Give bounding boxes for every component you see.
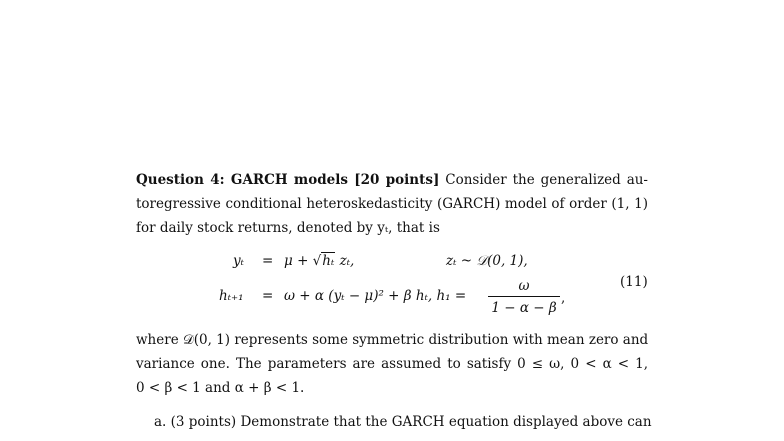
eq1-sqrt-arg: hₜ xyxy=(322,253,335,269)
eq1-rhs-z: zₜ, xyxy=(335,253,355,269)
eq1-rhs-mu: μ + xyxy=(284,253,313,269)
fraction-numerator: ω xyxy=(518,278,530,294)
conditions-line-1: where 𝒟(0, 1) represents some symmetric distribution with mean zero and xyxy=(136,332,649,348)
eq1-equals: = xyxy=(262,253,274,269)
eq1-lhs: yₜ xyxy=(233,253,244,269)
eq2-lhs: hₜ₊₁ xyxy=(219,288,244,304)
question-line-1 xyxy=(136,168,648,192)
eq2-trailing-comma: , xyxy=(561,290,566,306)
question-line-3: for daily stock returns, denoted by yₜ, that is xyxy=(136,220,440,236)
eq1-rhs xyxy=(284,253,354,269)
conditions-line-2: variance one. The parameters are assumed to satisfy 0 ≤ ω, 0 < α < 1, xyxy=(136,356,648,372)
conditions-paragraph xyxy=(136,328,648,400)
eq1-distribution: zₜ ~ 𝒟(0, 1), xyxy=(446,253,528,269)
fraction-bar xyxy=(488,296,560,297)
fraction-denominator: 1 − α − β xyxy=(491,300,557,316)
conditions-line-3: 0 < β < 1 and α + β < 1. xyxy=(136,380,305,396)
item-a: a. (3 points) Demonstrate that the GARCH equation displayed above can xyxy=(154,414,652,430)
eq2-rhs: ω + α (yₜ − μ)² + β hₜ, h₁ = xyxy=(284,288,467,304)
equation-number: (11) xyxy=(620,274,648,290)
sqrt-symbol: √hₜ xyxy=(312,253,335,269)
question-paragraph xyxy=(136,168,648,240)
question-heading: Question 4: GARCH models [20 points] xyxy=(136,172,440,188)
eq2-equals: = xyxy=(262,288,274,304)
question-intro-text: Consider the generalized au- xyxy=(445,172,648,188)
eq2-fraction xyxy=(488,277,560,317)
question-line-2: toregressive conditional heteroskedasticity (GARCH) model of order (1, 1) xyxy=(136,196,648,212)
